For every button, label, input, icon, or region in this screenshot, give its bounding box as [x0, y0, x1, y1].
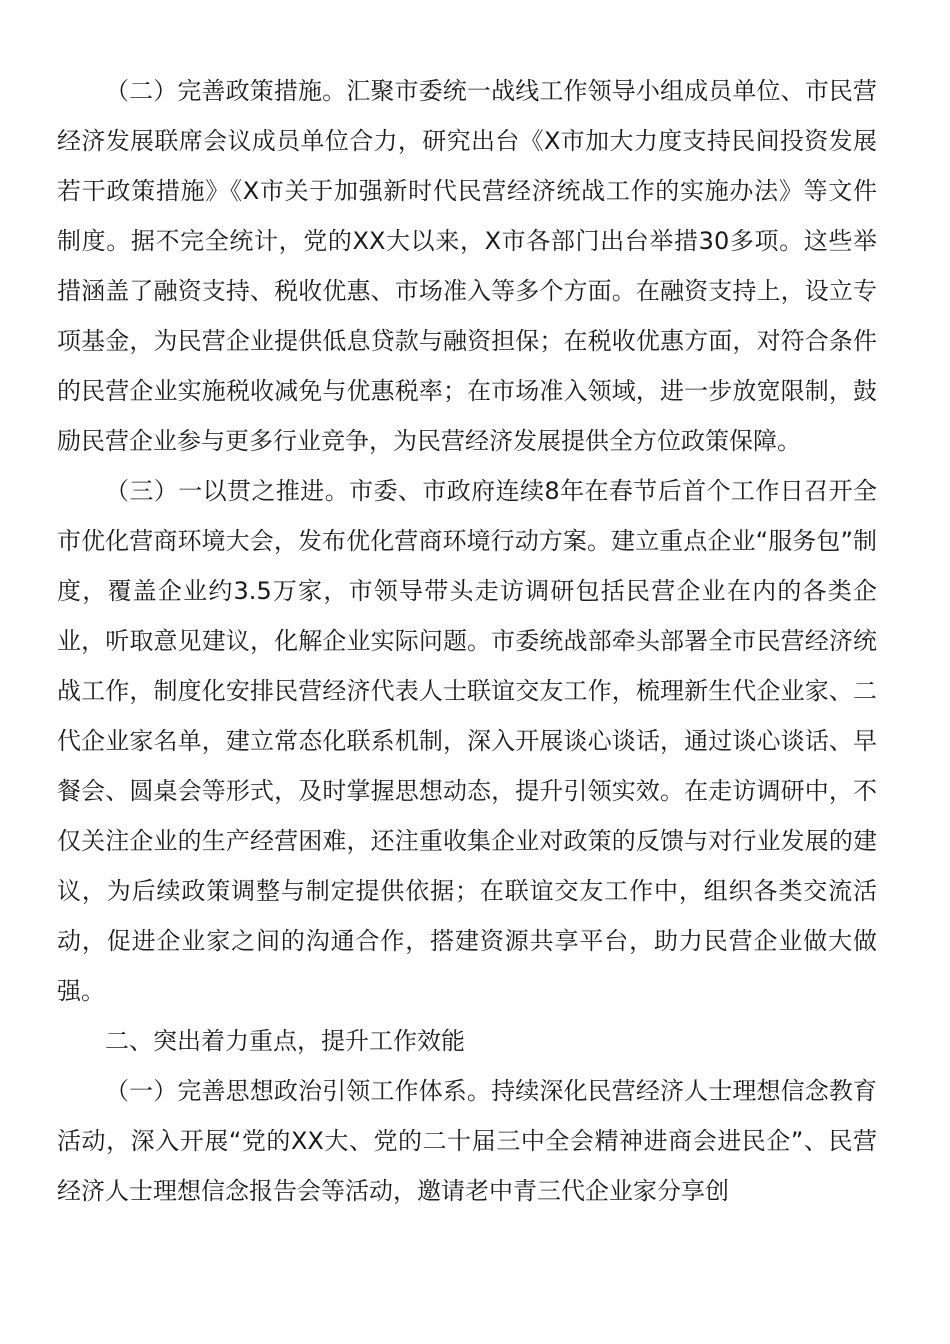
- paragraph-ideological-guidance: （一）完善思想政治引领工作体系。持续深化民营经济人士理想信念教育活动，深入开展“党的XX大、党的二十届三中全会精神进商会进民企”、民营经济人士理想信念报告会等活动，邀请老中青三代企业家分享创: [57, 1077, 877, 1205]
- document-page: [57, 66, 877, 1216]
- paragraph-policy-measures: （二）完善政策措施。汇聚市委统一战线工作领导小组成员单位、市民营经济发展联席会议成员单位合力，研究出台《X市加大力度支持民间投资发展若干政策措施》《X市关于加强新时代民营经济统战工作的实施办法》等文件制度。据不完全统计，党的XX大以来，X市各部门出台举措30多项。这些举措涵盖了融资支持、税收优惠、市场准入等多个方面。在融资支持上，设立专项基金，为民营企业提供低息贷款与融资担保；在税收优惠方面，对符合条件的民营企业实施税收减免与优惠税率；在市场准入领域，进一步放宽限制，鼓励民营企业参与更多行业竞争，为民营经济发展提供全方位政策保障。: [57, 77, 877, 455]
- paragraph-consistent-promotion: （三）一以贯之推进。市委、市政府连续8年在春节后首个工作日召开全市优化营商环境大会，发布优化营商环境行动方案。建立重点企业“服务包”制度，覆盖企业约3.5万家，市领导带头走访调研包括民营企业在内的各类企业，听取意见建议，化解企业实际问题。市委统战部牵头部署全市民营经济统战工作，制度化安排民营经济代表人士联谊交友工作，梳理新生代企业家、二代企业家名单，建立常态化联系机制，深入开展谈心谈话，通过谈心谈话、早餐会、圆桌会等形式，及时掌握思想动态，提升引领实效。在走访调研中，不仅关注企业的生产经营困难，还注重收集企业对政策的反馈与对行业发展的建议，为后续政策调整与制定提供依据；在联谊交友工作中，组织各类交流活动，促进企业家之间的沟通合作，搭建资源共享平台，助力民营企业做大做强。: [57, 477, 877, 1005]
- section-heading: 二、突出着力重点，提升工作效能: [105, 1027, 465, 1055]
